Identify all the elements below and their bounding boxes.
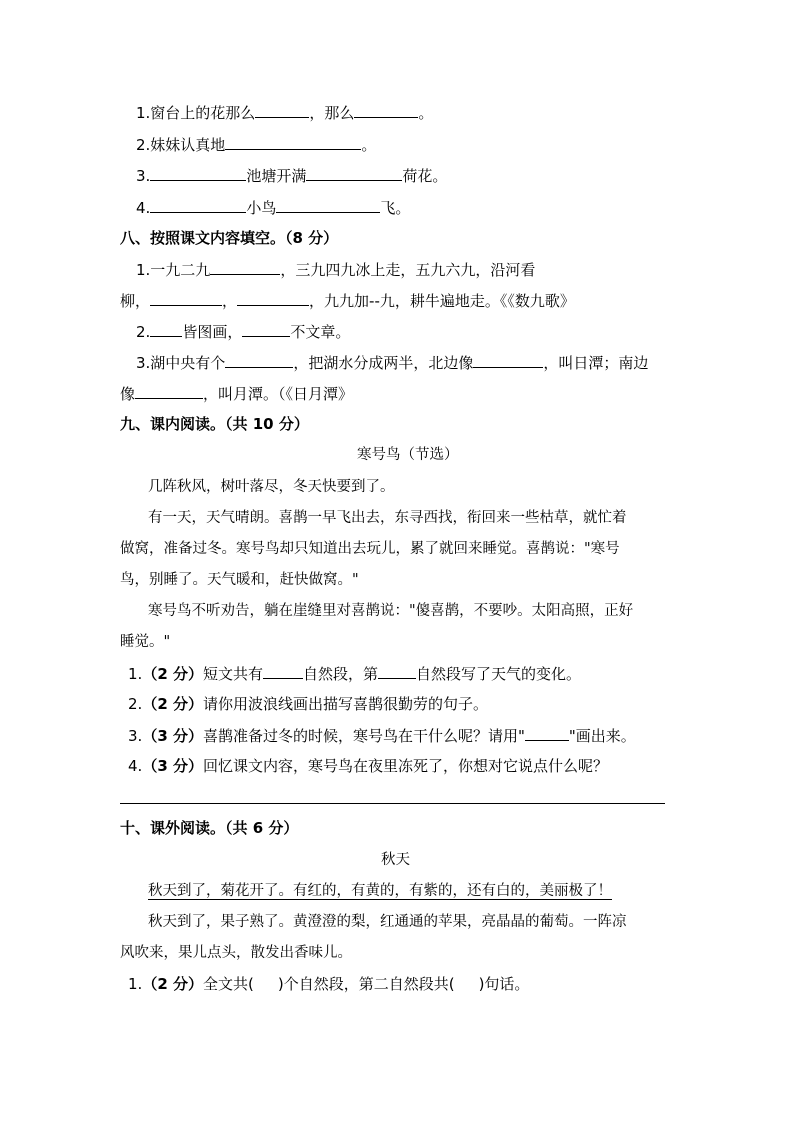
text: 。 xyxy=(361,136,377,154)
blank[interactable] xyxy=(225,134,361,150)
text: 。 xyxy=(418,104,434,122)
blank[interactable] xyxy=(263,663,303,679)
text: 回忆课文内容，寒号鸟在夜里冻死了，你想对它说点什么呢？ xyxy=(202,757,608,775)
text: 不文章。 xyxy=(290,323,351,341)
text: 自然段写了天气的变化。 xyxy=(416,665,582,683)
score: （2 分） xyxy=(142,975,203,993)
blank[interactable] xyxy=(354,102,418,118)
blank[interactable] xyxy=(210,259,280,275)
passage-title: 寒号鸟（节选） xyxy=(357,447,459,463)
text: ，三九四九冰上走，五九六九，沿河看 xyxy=(280,261,536,279)
text: 池塘开满 xyxy=(246,167,307,185)
passage-line: 鸟，别睡了。天气暖和，赶快做窝。" xyxy=(120,572,359,588)
passage-line: 有一天，天气晴朗。喜鹊一早飞出去，东寻西找，衔回来一些枯草，就忙着 xyxy=(148,510,627,526)
passage-line: 风吹来，果儿点头，散发出香味儿。 xyxy=(120,945,352,961)
text: ，把湖水分成两半，北边像 xyxy=(293,354,474,372)
q10-heading: 十、课外阅读。（共 6 分） xyxy=(120,819,299,837)
text: 3.湖中央有个 xyxy=(136,354,226,372)
passage-line: 几阵秋风，树叶落尽，冬天快要到了。 xyxy=(148,479,395,495)
q7-item-2 xyxy=(136,134,376,155)
q9-question-1 xyxy=(128,663,581,684)
text: ，叫月潭。（《日月潭》 xyxy=(203,385,354,403)
q8-heading: 八、按照课文内容填空。（8 分） xyxy=(120,229,339,247)
q8-item-1-cont xyxy=(120,290,575,311)
text: )个自然段，第二自然段共( xyxy=(277,975,455,993)
blank[interactable] xyxy=(237,290,309,306)
q7-item-4 xyxy=(136,197,410,218)
text: 全文共( xyxy=(202,975,254,993)
text: )句话。 xyxy=(478,975,530,993)
blank[interactable] xyxy=(378,663,416,679)
q7-item-1 xyxy=(136,102,433,123)
text: 1.一九二九 xyxy=(136,261,211,279)
blank[interactable] xyxy=(525,725,569,741)
question-number: 3. xyxy=(128,727,143,745)
blank[interactable] xyxy=(150,165,246,181)
text: 请你用波浪线画出描写喜鹊很勤劳的句子。 xyxy=(202,695,488,713)
passage-line: 做窝，准备过冬。寒号鸟却只知道出去玩儿，累了就回来睡觉。喜鹊说："寒号 xyxy=(120,541,620,557)
text: 柳， xyxy=(120,292,151,310)
text: 3. xyxy=(136,167,151,185)
passage-title: 秋天 xyxy=(381,852,410,868)
blank[interactable] xyxy=(150,321,182,337)
text: 荷花。 xyxy=(402,167,448,185)
score: （2 分） xyxy=(142,695,203,713)
blank[interactable] xyxy=(276,197,380,213)
passage-line xyxy=(148,881,612,901)
passage-line: 秋天到了，果子熟了。黄澄澄的梨，红通通的苹果，亮晶晶的葡萄。一阵凉 xyxy=(148,914,627,930)
text: 皆图画， xyxy=(182,323,243,341)
score: （2 分） xyxy=(142,665,203,683)
text: "画出来。 xyxy=(568,727,636,745)
passage-line: 寒号鸟不听劝告，躺在崖缝里对喜鹊说："傻喜鹊，不要吵。太阳高照，正好 xyxy=(148,603,634,619)
question-number: 1. xyxy=(128,665,143,683)
underlined-sentence: 秋天到了，菊花开了。有红的，有黄的，有紫的，还有白的，美丽极了！ xyxy=(148,883,612,899)
blank[interactable] xyxy=(225,352,293,368)
blank[interactable] xyxy=(150,197,246,213)
text: 短文共有 xyxy=(202,665,263,683)
score: （3 分） xyxy=(142,727,203,745)
text: 1.窗台上的花那么 xyxy=(136,104,256,122)
text: ，那么 xyxy=(309,104,355,122)
passage-line: 睡觉。" xyxy=(120,634,171,650)
q7-item-3 xyxy=(136,165,447,186)
text: 像 xyxy=(120,385,136,403)
q10-question-1 xyxy=(128,974,529,994)
q9-heading: 九、课内阅读。（共 10 分） xyxy=(120,415,309,433)
blank[interactable] xyxy=(306,165,402,181)
q8-item-3 xyxy=(136,352,648,373)
question-number: 2. xyxy=(128,695,143,713)
text: 飞。 xyxy=(380,199,411,217)
text: 小鸟 xyxy=(246,199,277,217)
text: 2. xyxy=(136,323,151,341)
q9-question-2 xyxy=(128,694,488,714)
text: ，九九加--九，耕牛遍地走。《《数九歌》 xyxy=(309,292,575,310)
blank[interactable] xyxy=(473,352,543,368)
text: ，叫日潭；南边 xyxy=(543,354,649,372)
q8-item-3-cont xyxy=(120,383,353,404)
answer-line[interactable] xyxy=(120,803,665,804)
blank[interactable] xyxy=(135,383,203,399)
text: 2.妹妹认真地 xyxy=(136,136,226,154)
q9-question-3 xyxy=(128,725,636,746)
text: 自然段，第 xyxy=(303,665,379,683)
q8-item-1 xyxy=(136,259,535,280)
blank[interactable] xyxy=(255,102,309,118)
blank[interactable] xyxy=(150,290,222,306)
score: （3 分） xyxy=(142,757,203,775)
text: ， xyxy=(222,292,238,310)
q8-item-2 xyxy=(136,321,350,342)
question-number: 1. xyxy=(128,975,143,993)
blank[interactable] xyxy=(242,321,290,337)
text: 喜鹊准备过冬的时候，寒号鸟在干什么呢？请用" xyxy=(202,727,525,745)
question-number: 4. xyxy=(128,757,143,775)
text: 4. xyxy=(136,199,151,217)
q9-question-4 xyxy=(128,756,608,776)
